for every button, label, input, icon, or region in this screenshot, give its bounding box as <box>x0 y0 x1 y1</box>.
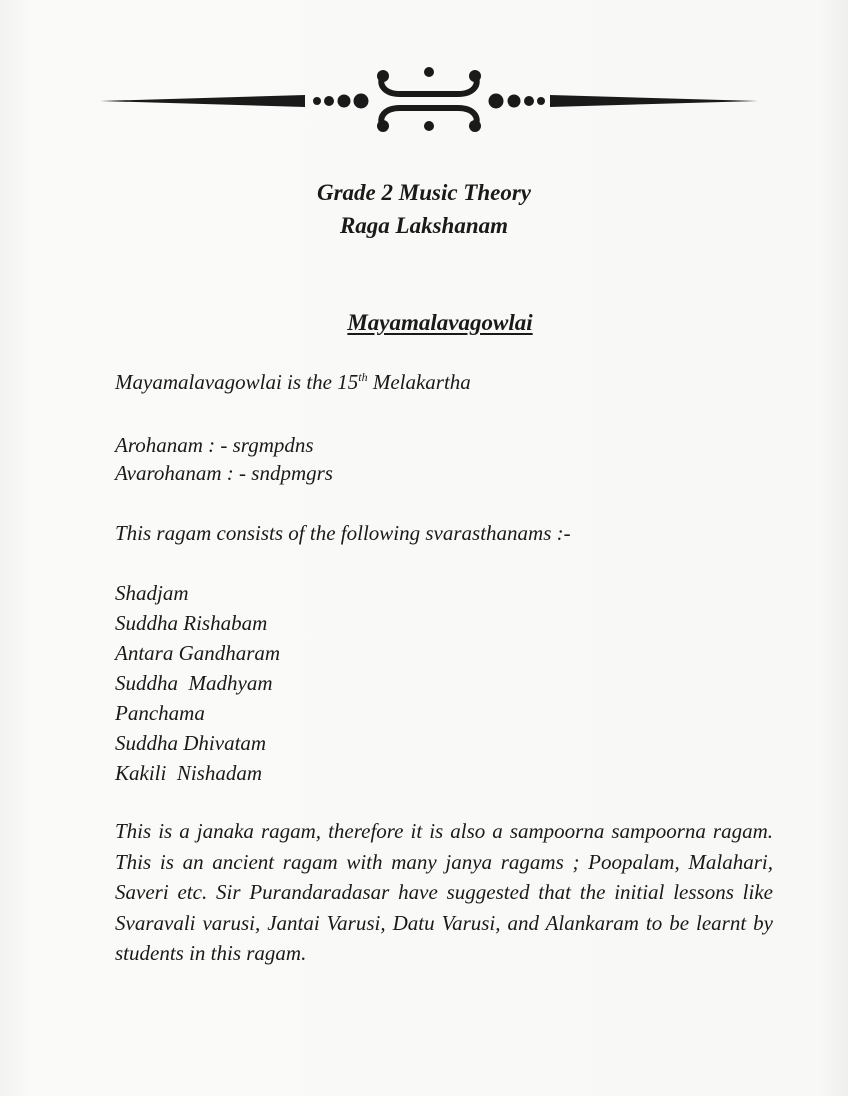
list-item: Antara Gandharam <box>115 641 281 665</box>
arohanam-line: Arohanam : - srgmpdns <box>115 433 314 457</box>
svarasthanam-list <box>115 578 280 788</box>
document-title <box>0 176 848 242</box>
intro-text: Mayamalavagowlai is the 15 <box>115 370 359 394</box>
list-item: Kakili Nishadam <box>115 761 263 785</box>
intro-text-end: Melakartha <box>367 370 471 394</box>
list-item: Suddha Madhyam <box>115 671 273 695</box>
list-item: Panchama <box>115 701 205 725</box>
list-item: Suddha Dhivatam <box>115 731 267 755</box>
list-item: Suddha Rishabam <box>115 611 268 635</box>
list-item: Shadjam <box>115 581 189 605</box>
intro-superscript: th <box>358 370 368 384</box>
title-line-2: Raga Lakshanam <box>339 213 509 238</box>
intro-line <box>115 367 471 397</box>
description-paragraph: This is a janaka ragam, therefore it is also a sampoorna sampoorna ragam. This is an ancient ragam with many janya ragams ; Poopalam, Malahari, Saveri etc. Sir Purandaradasar have suggested that the initial lessons like Svaravali varusi, Jantai Varusi, Datu Varusi, and Alankaram to be learnt by students in this ragam. <box>115 819 773 965</box>
avarohanam-line: Avarohanam : - sndpmgrs <box>115 461 333 485</box>
section-title: Mayamalavagowlai <box>347 310 533 335</box>
scroll-ornament-icon <box>100 62 758 138</box>
svarasthanams-intro: This ragam consists of the following svarasthanams :- <box>115 521 571 545</box>
title-line-1: Grade 2 Music Theory <box>316 180 532 205</box>
